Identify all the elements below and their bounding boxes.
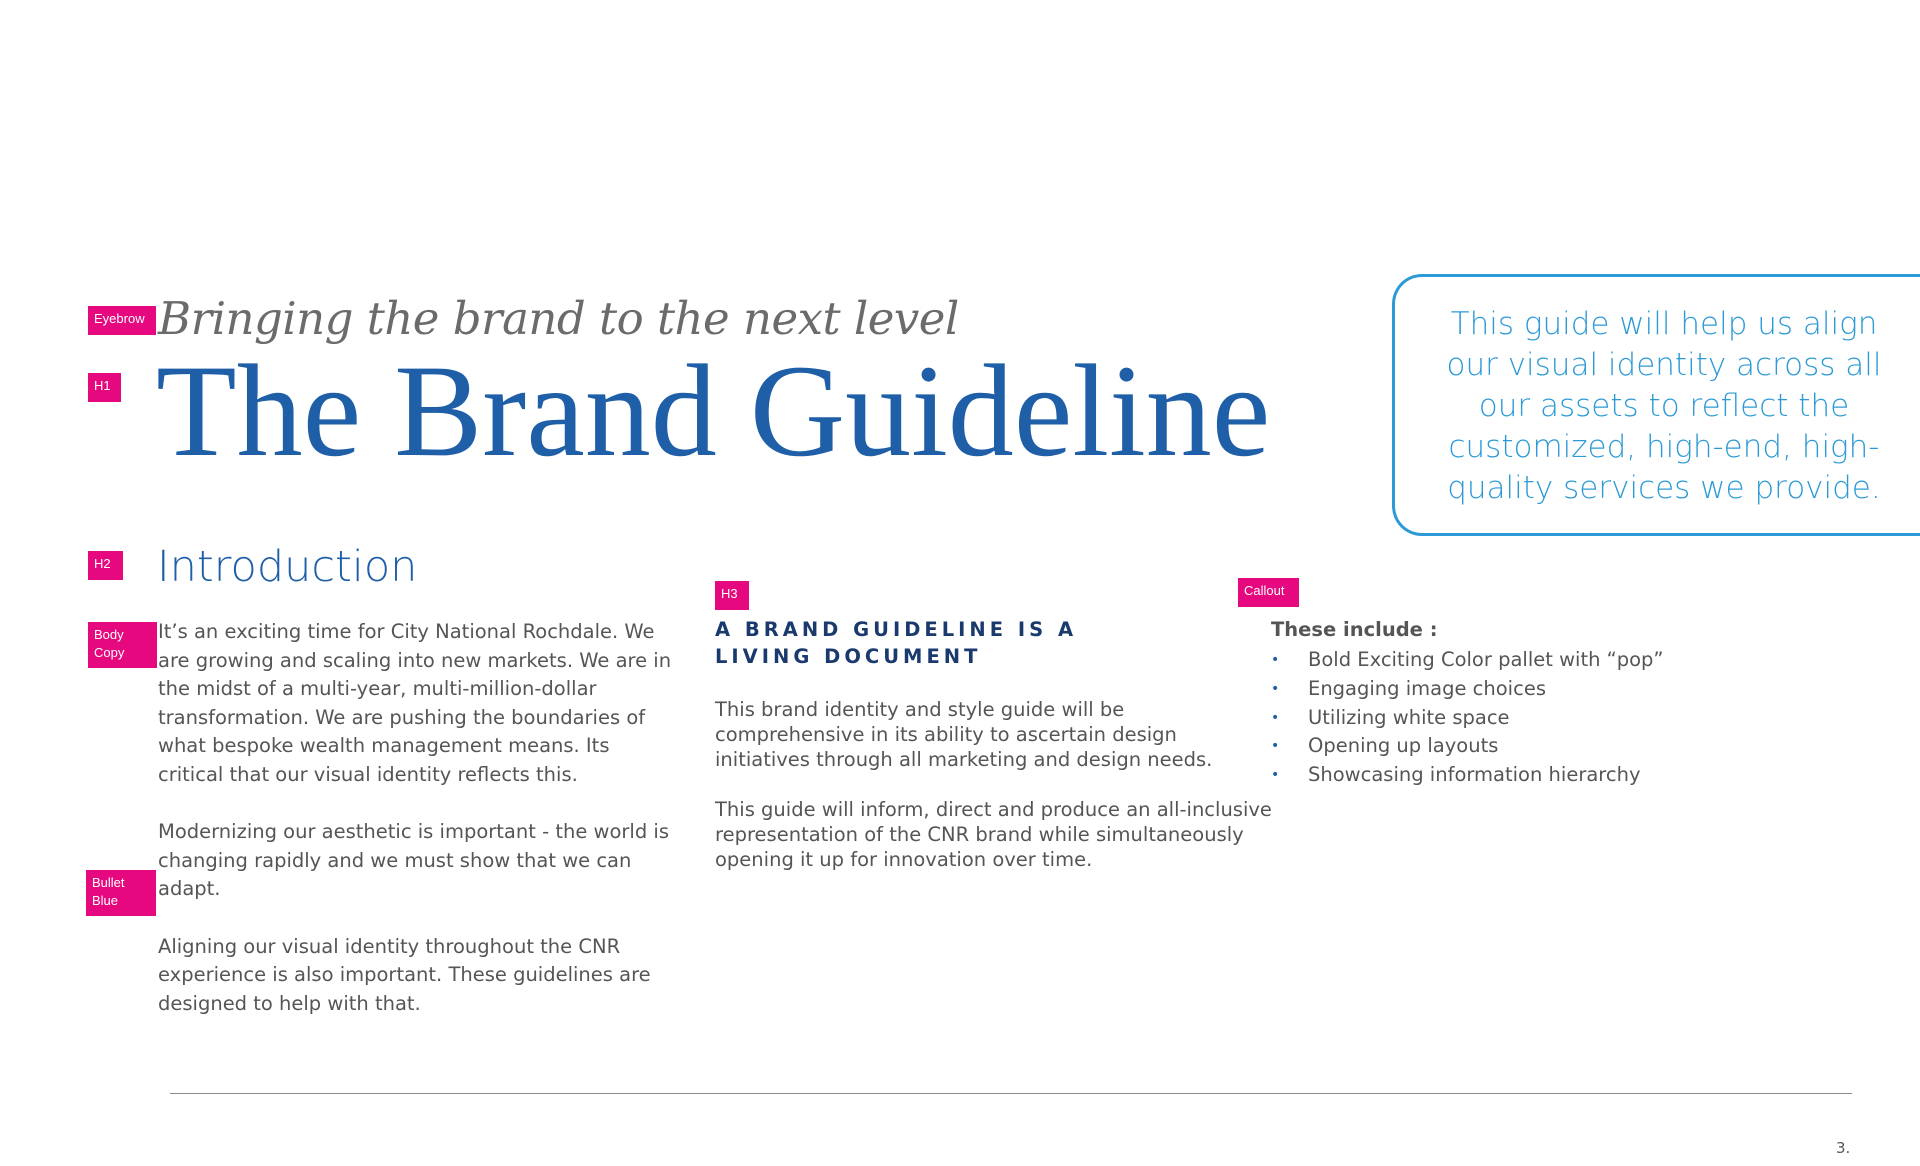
h3-tag: H3 [715,581,749,610]
h1-tag: H1 [88,373,121,402]
page-title: The Brand Guideline [156,337,1271,484]
list-item [1271,761,1664,790]
living-document-heading: A BRAND GUIDELINE IS A LIVING DOCUMENT [715,618,1078,668]
list-item-text: Engaging image choices [1308,676,1546,700]
body-copy-tag-line-1: Body [94,627,124,642]
bullet-icon: • [1271,738,1280,755]
footer-divider [170,1093,1852,1094]
h2-tag: H2 [88,551,123,580]
page-number: 3. [1836,1139,1851,1157]
includes-title: These include : [1271,618,1438,641]
bullet-icon: • [1271,652,1280,668]
introduction-paragraph: Modernizing our aesthetic is important - the world is changing rapidly and we must show that we can adapt. [158,820,669,901]
eyebrow-tag: Eyebrow [88,306,156,335]
list-item-text: Showcasing information hierarchy [1308,763,1641,787]
eyebrow-heading: Bringing the brand to the next level [158,292,959,345]
list-item-text: Utilizing white space [1308,705,1510,729]
living-document-paragraph: This brand identity and style guide will be comprehensive in its ability to ascertain design initiatives through all marketing and design needs. [715,698,1213,771]
list-item [1271,704,1664,733]
bullet-icon: • [1271,767,1280,784]
includes-list [1271,646,1664,790]
callout-text: This guide will help us align our visual identity across all our assets to reflect the customized, high-end, high-quality services we provide. [1446,306,1882,506]
introduction-heading: Introduction [157,542,418,592]
list-item [1271,675,1664,704]
bullet-blue-tag-line-2: Blue [92,893,119,908]
list-item [1271,732,1664,761]
living-document-body [715,697,1275,872]
bullet-blue-tag-line-1: Bullet [92,875,125,890]
body-copy-tag [88,622,157,668]
living-document-paragraph: This guide will inform, direct and produce an all-inclusive representation of the CNR brand while simultaneously opening it up for innovation over time. [715,798,1272,871]
list-item-text: Bold Exciting Color pallet with “pop” [1308,648,1664,671]
callout-tag: Callout [1238,578,1299,607]
list-item-text: Opening up layouts [1308,734,1499,758]
introduction-body [158,618,678,1018]
body-copy-tag-line-2: Copy [94,645,125,660]
introduction-paragraph: It’s an exciting time for City National Rochdale. We are growing and scaling into new markets. We are in the midst of a multi-year, multi-million-dollar transformation. We are pushing the boundaries of what bespoke wealth management means. Its critical that our visual identity reflects this. [158,620,672,786]
list-item [1271,646,1664,675]
bullet-blue-tag [86,870,156,916]
bullet-icon: • [1271,709,1280,726]
introduction-paragraph: Aligning our visual identity throughout the CNR experience is also important. These guidelines are designed to help with that. [158,934,651,1015]
bullet-icon: • [1271,680,1280,697]
